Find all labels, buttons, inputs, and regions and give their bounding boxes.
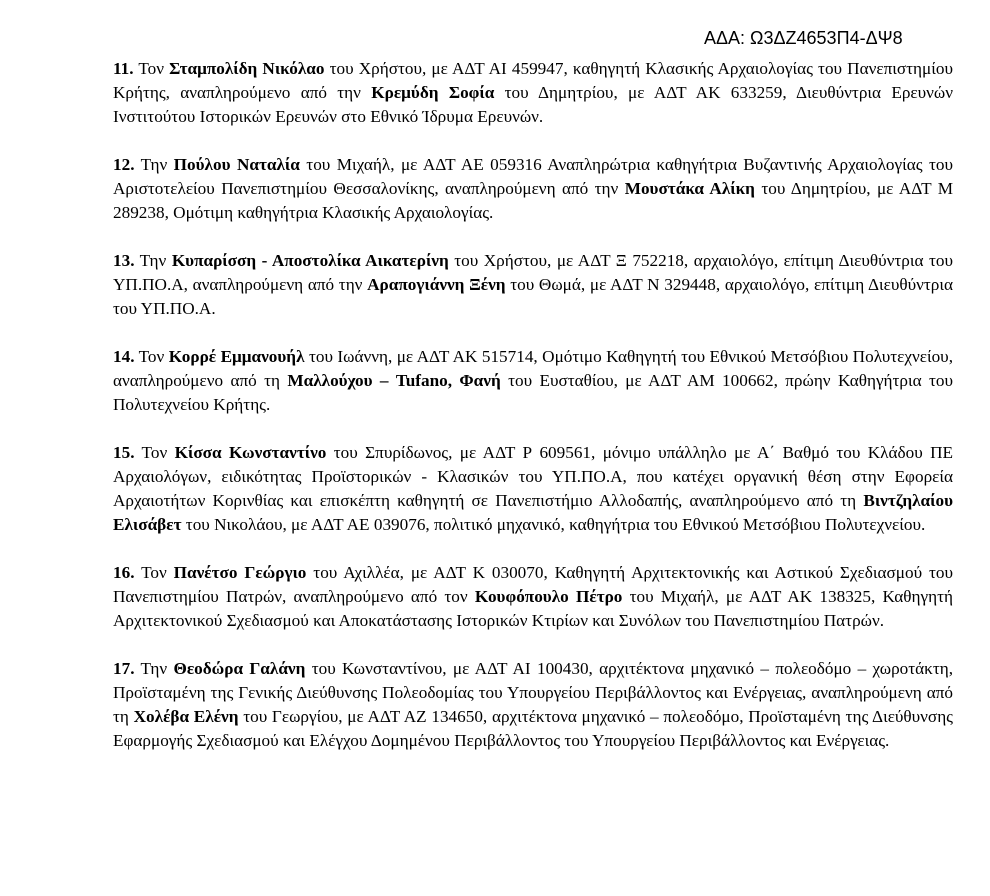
substitute-name: Μουστάκα Αλίκη — [624, 179, 755, 198]
entry-text: Την — [134, 155, 174, 174]
person-name: Σταμπολίδη Νικόλαο — [169, 59, 325, 78]
entry-text: Τον — [134, 563, 174, 582]
person-name: Θεοδώρα Γαλάνη — [173, 659, 306, 678]
entry-text: Τον — [133, 59, 170, 78]
entry-text: του Δημητρίου, με ΑΔΤ Μ 289238, Ομότιμη καθηγήτρια Κλασικής Αρχαιολογίας. — [113, 179, 953, 222]
entry-text: του Σπυρίδωνος, με ΑΔΤ Ρ 609561, μόνιμο υπάλληλο με Α΄ Βαθμό του Κλάδου ΠΕ Αρχαιολόγων, ειδικότητας Προϊστορικών - Κλασικών του ΥΠ.ΠΟ.Α, που κατέχει οργανική θέση στην Εφορεία Αρχαιοτήτων Κορινθίας και επισκέπτη καθηγητή σε Πανεπιστήμιο Αλλοδαπής, αναπληρούμενο από τη — [113, 443, 954, 510]
entry-text: του Μιχαήλ, με ΑΔΤ ΑΕ 059316 Αναπληρώτρια καθηγήτρια Βυζαντινής Αρχαιολογίας του Αριστοτελείου Πανεπιστημίου Θεσσαλονίκης, αναπληρούμενη από την — [113, 155, 953, 198]
entry-text: του Ευσταθίου, με ΑΔΤ ΑΜ 100662, πρώην Καθηγήτρια του Πολυτεχνείου Κρήτης. — [113, 371, 954, 414]
entry-text: Την — [134, 251, 172, 270]
entry-text: του Νικολάου, με ΑΔΤ ΑΕ 039076, πολιτικό μηχανικό, καθηγήτρια του Εθνικού Μετσόβιου Πολυτεχνείου. — [181, 515, 926, 534]
entry-number: 17. — [113, 659, 135, 678]
substitute-name: Χολέβα Ελένη — [133, 707, 239, 726]
entry-number: 12. — [113, 155, 135, 174]
entry-number: 15. — [113, 443, 135, 462]
entry-text: του Γεωργίου, με ΑΔΤ ΑΖ 134650, αρχιτέκτονα μηχανικό – πολεοδόμο, Προϊσταμένη της Διεύθυνσης Εφαρμογής Σχεδιασμού και Ελέγχου Δομημένου Περιβάλλοντος του Υπουργείου Περιβάλλοντος και Ενέργειας. — [113, 707, 953, 750]
entry-17 — [113, 657, 953, 753]
entry-16 — [113, 561, 953, 633]
entry-number: 13. — [113, 251, 135, 270]
entry-number: 16. — [113, 563, 135, 582]
entry-text: του Θωμά, με ΑΔΤ Ν 329448, αρχαιολόγο, επίτιμη Διευθύντρια του ΥΠ.ΠΟ.Α. — [113, 275, 953, 318]
substitute-name: Κουφόπουλο Πέτρο — [474, 587, 623, 606]
entry-15 — [113, 441, 953, 537]
entry-text: Τον — [134, 443, 175, 462]
entry-13 — [113, 249, 953, 321]
entry-number: 11. — [113, 59, 134, 78]
person-name: Κυπαρίσση - Αποστολίκα Αικατερίνη — [171, 251, 449, 270]
substitute-name: Κρεμύδη Σοφία — [371, 83, 495, 102]
substitute-name: Βιντζηλαίου Ελισάβετ — [113, 491, 953, 534]
person-name: Κίσσα Κωνσταντίνο — [174, 443, 327, 462]
substitute-name: Μαλλούχου – Tufano, Φανή — [287, 371, 501, 390]
entry-number: 14. — [113, 347, 135, 366]
substitute-name: Αραπογιάννη Ξένη — [367, 275, 506, 294]
person-name: Πανέτσο Γεώργιο — [173, 563, 307, 582]
entry-text: του Χρήστου, με ΑΔΤ Ξ 752218, αρχαιολόγο, επίτιμη Διευθύντρια του ΥΠ.ΠΟ.Α, αναπληρούμενη από την — [113, 251, 954, 294]
entry-text: του Κωνσταντίνου, με ΑΔΤ ΑΙ 100430, αρχιτέκτονα μηχανικό – πολεοδόμο – χωροτάκτη, Προϊσταμένη της Γενικής Διεύθυνσης Πολεοδομίας του Υπουργείου Περιβάλλοντος και Ενέργειας, αναπληρούμενη από τη — [113, 659, 954, 726]
entry-text: Την — [134, 659, 174, 678]
ada-code: ΑΔΑ: Ω3ΔΖ4653Π4-ΔΨ8 — [704, 28, 903, 48]
entry-text: του Χρήστου, με ΑΔΤ ΑΙ 459947, καθηγητή Κλασικής Αρχαιολογίας του Πανεπιστημίου Κρήτης, αναπληρούμενο από την — [113, 59, 953, 102]
entry-text: του Δημητρίου, με ΑΔΤ ΑΚ 633259, Διευθύντρια Ερευνών Ινστιτούτου Ιστορικών Ερευνών στο Εθνικό Ίδρυμα Ερευνών. — [113, 83, 954, 126]
entry-text: του Ιωάννη, με ΑΔΤ ΑΚ 515714, Ομότιμο Καθηγητή του Εθνικού Μετσόβιου Πολυτεχνείου, αναπληρούμενο από τη — [113, 347, 953, 390]
entry-12 — [113, 153, 953, 225]
entry-text: Τον — [134, 347, 169, 366]
entry-text: του Αχιλλέα, με ΑΔΤ Κ 030070, Καθηγητή Αρχιτεκτονικής και Αστικού Σχεδιασμού του Πανεπιστημίου Πατρών, αναπληρούμενο από τον — [113, 563, 953, 606]
person-name: Πούλου Ναταλία — [173, 155, 300, 174]
entry-11 — [113, 57, 953, 129]
entry-14 — [113, 345, 953, 417]
person-name: Κορρέ Εμμανουήλ — [168, 347, 305, 366]
document-body — [113, 57, 953, 777]
entry-text: του Μιχαήλ, με ΑΔΤ ΑΚ 138325, Καθηγητή Αρχιτεκτονικού Σχεδιασμού και Αποκατάστασης Ιστορικών Κτιρίων και Συνόλων του Πανεπιστημίου Πατρών. — [113, 587, 953, 630]
